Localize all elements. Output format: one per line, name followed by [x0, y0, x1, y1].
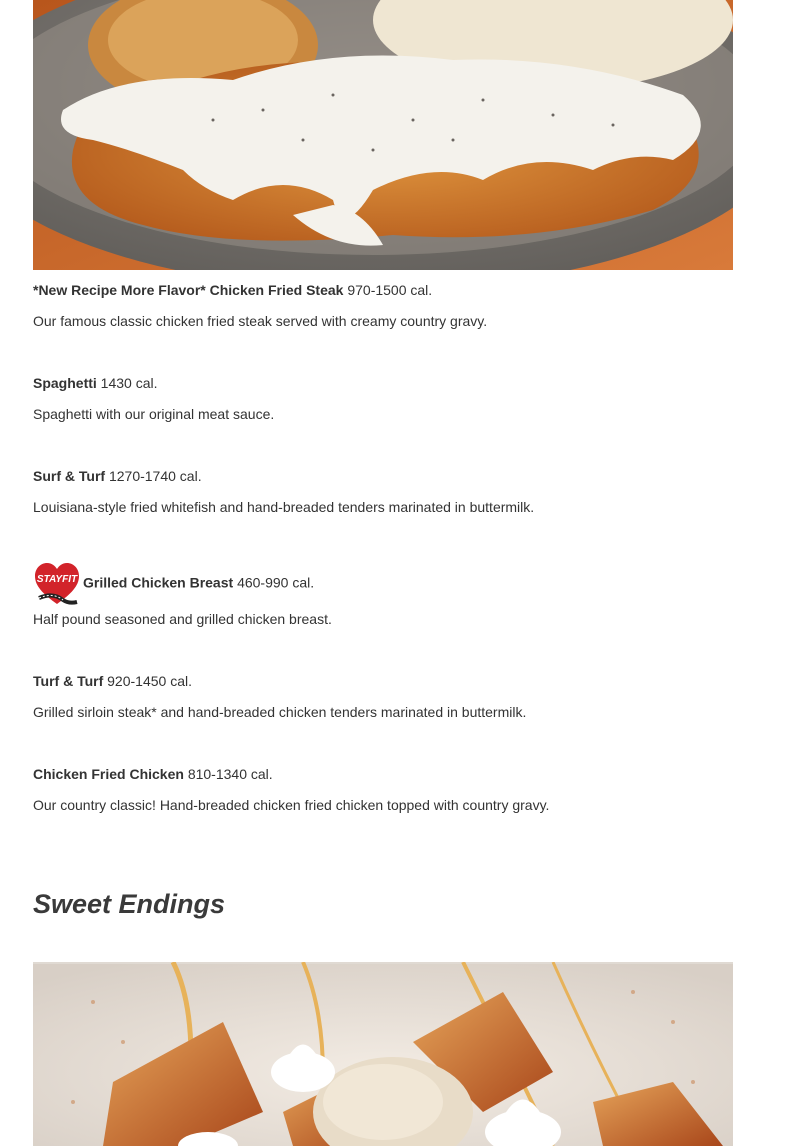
menu-item-grilled-chicken-breast: [33, 562, 733, 627]
section-heading: Sweet Endings: [33, 889, 226, 919]
menu-item-calories: 920-1450 cal.: [107, 673, 192, 689]
chicken-fried-steak-photo: [33, 0, 733, 270]
menu-item-description: Our famous classic chicken fried steak served with creamy country gravy.: [33, 313, 488, 329]
menu-item-description: Half pound seasoned and grilled chicken breast.: [33, 611, 332, 627]
menu-item-turf-and-turf: [33, 672, 733, 720]
menu-item-calories: 1270-1740 cal.: [108, 468, 202, 484]
menu-content: [33, 0, 733, 919]
menu-item-name: Chicken Fried Chicken: [33, 766, 184, 782]
menu-item-description: Louisiana-style fried whitefish and hand-breaded tenders marinated in buttermilk.: [33, 499, 535, 515]
menu-item-spaghetti: [33, 374, 733, 422]
menu-item-description: Our country classic! Hand-breaded chicken fried chicken topped with country gravy.: [33, 797, 550, 813]
menu-item-chicken-fried-chicken: [33, 765, 733, 813]
menu-item-name: Spaghetti: [33, 375, 97, 391]
menu-item-name: Surf & Turf: [33, 468, 106, 484]
menu-item-chicken-fried-steak: [33, 281, 733, 329]
menu-item-calories: 460-990 cal.: [237, 574, 315, 591]
menu-item-name: Grilled Chicken Breast: [83, 574, 234, 591]
menu-item-name: *New Recipe More Flavor* Chicken Fried Steak: [33, 282, 344, 298]
menu-item-calories: 810-1340 cal.: [187, 766, 273, 782]
dessert-photo: [33, 962, 733, 1146]
menu-item-calories: 1430 cal.: [100, 375, 158, 391]
menu-item-description: Spaghetti with our original meat sauce.: [33, 406, 275, 422]
menu-item-calories: 970-1500 cal.: [347, 282, 433, 298]
stayfit-heart-icon: [33, 562, 81, 606]
menu-item-surf-and-turf: [33, 467, 733, 515]
menu-item-description: Grilled sirloin steak* and hand-breaded chicken tenders marinated in buttermilk.: [33, 704, 527, 720]
stayfit-badge-text: STAYFIT: [36, 574, 78, 585]
menu-item-name: Turf & Turf: [33, 673, 104, 689]
